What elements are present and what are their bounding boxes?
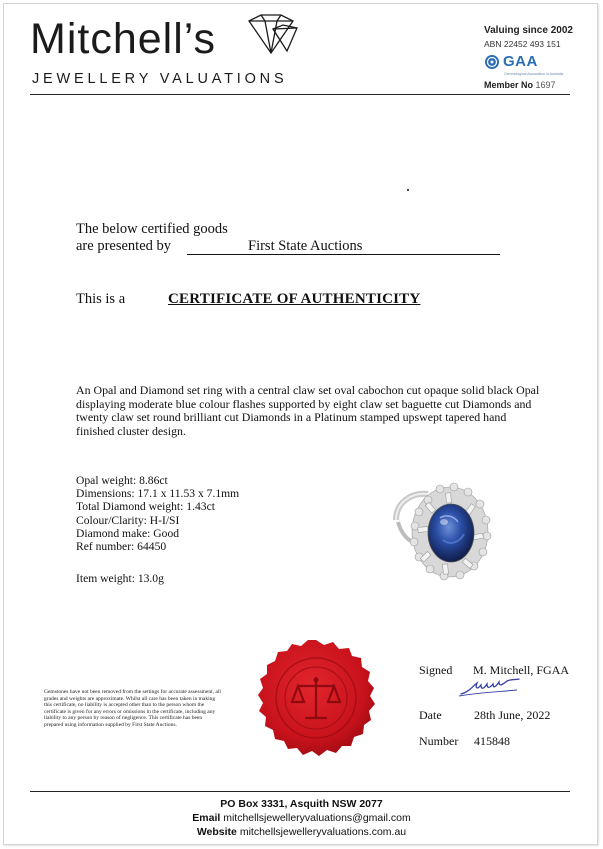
signature-mark [455, 676, 525, 698]
certificate-lead: This is a [76, 291, 126, 307]
presenter-name: First State Auctions [248, 238, 363, 254]
gaa-emblem-icon [484, 54, 500, 70]
gaa-logo [484, 53, 573, 70]
specifications-list [76, 474, 239, 553]
spec-diamond-make: Diamond make: Good [76, 526, 180, 540]
signer-name: M. Mitchell, FGAA [473, 663, 569, 677]
brand-subtitle: JEWELLERY VALUATIONS [32, 71, 288, 87]
certificate-date: 28th June, 2022 [474, 708, 551, 722]
address-text: PO Box 3331, Asquith NSW 2077 [220, 798, 383, 810]
website-label: Website [196, 826, 237, 838]
number-label: Number [419, 734, 459, 748]
brand-name: Mitchell’s [30, 15, 217, 63]
speck [407, 189, 409, 191]
certificate-title: CERTIFICATE OF AUTHENTICITY [168, 291, 421, 307]
signed-label: Signed [419, 663, 453, 677]
certificate-number: 415848 [474, 734, 510, 748]
header-divider [30, 94, 570, 95]
accreditation-block [484, 25, 573, 70]
footer-website [0, 826, 603, 838]
email-link[interactable]: mitchellsjewelleryvaluations@gmail.com [223, 812, 411, 824]
valuing-since: Valuing since 2002 [484, 25, 573, 36]
spec-diamond-weight: Total Diamond weight: 1.43ct [76, 500, 215, 514]
footer-divider [30, 791, 570, 792]
gaa-logo-text: GAA [503, 53, 538, 70]
diamond-logo-icon [243, 13, 301, 59]
ring-photo [388, 476, 498, 586]
spec-ref-number: Ref number: 64450 [76, 540, 167, 554]
wax-seal-icon [254, 638, 378, 762]
intro-line-1: The below certified goods [76, 221, 228, 237]
gaa-tagline: Gemmological Association of Australia [504, 72, 564, 76]
item-description: An Opal and Diamond set ring with a central claw set oval cabochon cut opaque solid black Opal displaying moderate blue colour flashes supported by eight claw set baguette cut Diamonds and twenty claw set round brilliant cut Diamonds in a Platinum stamped upswept tapered hand finished cluster design. [76, 383, 540, 438]
date-label: Date [419, 708, 442, 722]
disclaimer-text: Gemstones have not been removed from the settings for accurate assessment, all grades and weights are approximate. Whilst all care has been taken in making this certificate, no liability is accepted other than to the person whom the certificate is given for any errors or omissions in the certificate, including any liability to any person by reason of negligence. This certificate has been prepared using information supplied by First State Auctions. [44, 689, 221, 728]
abn-number: ABN 22452 493 151 [484, 39, 561, 49]
intro-line-2: are presented by [76, 238, 172, 254]
member-number [484, 80, 556, 90]
footer-address [0, 798, 603, 810]
member-value: 1697 [535, 80, 556, 90]
item-weight: Item weight: 13.0g [76, 572, 164, 585]
spec-colour-clarity: Colour/Clarity: H-I/SI [76, 513, 180, 527]
member-label: Member No [484, 80, 534, 90]
footer-email [0, 812, 603, 824]
website-link[interactable]: mitchellsjewelleryvaluations.com.au [239, 826, 407, 838]
email-label: Email [192, 812, 221, 824]
spec-opal-weight: Opal weight: 8.86ct [76, 474, 168, 487]
spec-dimensions: Dimensions: 17.1 x 11.53 x 7.1mm [76, 487, 240, 501]
presenter-underline [187, 254, 500, 255]
